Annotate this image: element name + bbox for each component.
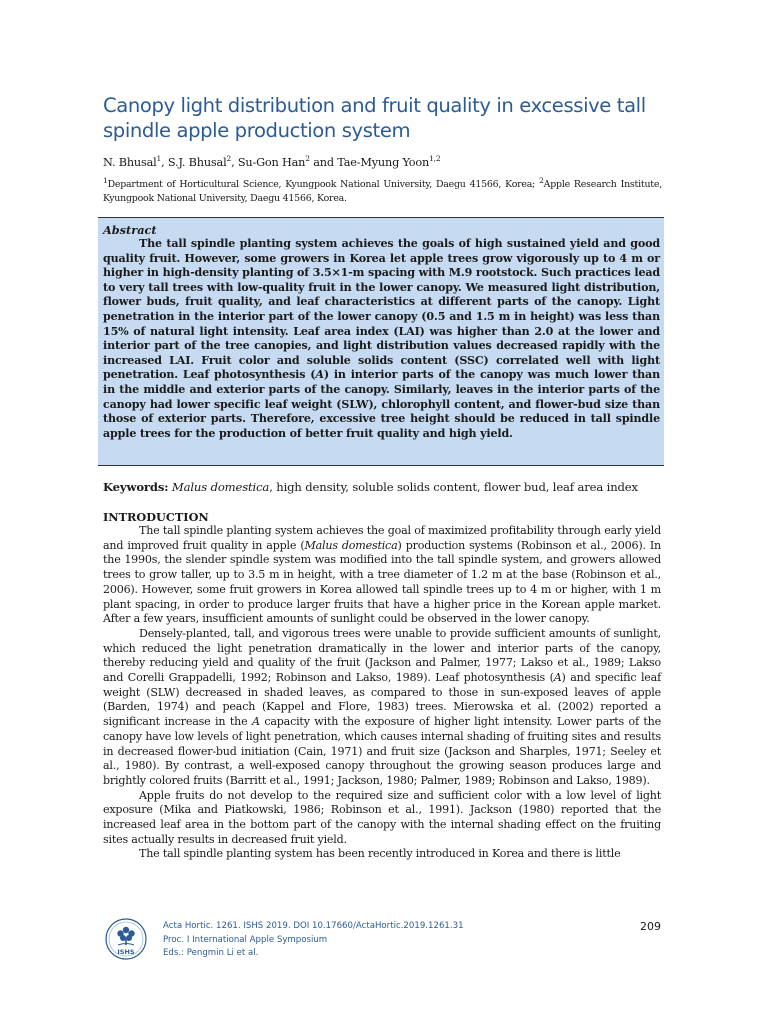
author-name: Su-Gon Han: [237, 156, 306, 169]
paragraph: [103, 524, 661, 627]
author-affiliation-mark: 1: [156, 154, 162, 164]
logo-text: ISHS: [117, 948, 135, 956]
italic-symbol: A: [553, 671, 562, 685]
affiliation-text: Department of Horticultural Science, Kyungpook National University, Daegu 41566, Korea;: [107, 179, 540, 190]
abstract-italic-symbol: A: [315, 368, 324, 382]
paragraph: Apple fruits do not develop to the required size and sufficient color with a low level of light exposure (Mika and Piatkowski, 1986; Robinson et al., 1991). Jackson (1980) reported that the increased leaf area in the bottom part of the canopy with the internal shading effect on the fruiting sites actually results in decreased fruit yield.: [103, 788, 661, 846]
keywords: [103, 480, 673, 495]
paragraph: [103, 627, 661, 789]
paragraph-text: ) production systems (Robinson et al., 2006). In the 1990s, the slender spindle system was modified into the tall spindle system, and growers allowed trees to grow taller, up to 3.5 m in height, with a tree diameter of 1.2 m at the base (Robinson et al., 2006). However, some fruit growers in Korea allowed tall spindle trees up to 4 m or higher, with 1 m plant spacing, in order to produce larger fruits that have a higher price in the Korean apple market. After a few years, insufficient amounts of sunlight could be observed in the lower canopy.: [103, 538, 662, 626]
keyword-species: Malus domestica: [171, 480, 270, 494]
paragraph: The tall spindle planting system has been recently introduced in Korea and there is little: [139, 847, 621, 861]
introduction-body: [103, 524, 661, 862]
page-number: 209: [640, 920, 661, 933]
keywords-list: , high density, soluble solids content, flower bud, leaf area index: [269, 480, 638, 494]
footer-proceedings-line: Proc. I International Apple Symposium: [163, 934, 328, 945]
paragraph-text: ) and specific leaf weight (SLW) decreased in shaded leaves, as compared to those in sun-exposed leaves of apple (Barden, 1974) and peach (Kappel and Flore, 1983) trees. Mierowska et al. (2002) reported a significant increase in the: [103, 671, 661, 729]
affiliation-mark: 1: [103, 175, 108, 185]
ishs-logo: [105, 918, 147, 960]
author-affiliation-mark: 1,2: [429, 154, 441, 164]
footer-citation: [163, 920, 464, 961]
abstract-heading: Abstract: [103, 223, 157, 237]
author-name: N. Bhusal: [103, 156, 157, 169]
author-conjunction: and: [313, 156, 338, 169]
abstract-text-part: ) in interior parts of the canopy was much lower than in the middle and exterior parts of the canopy. Similarly, leaves in the interior parts of the canopy had lower specific leaf weight (SLW), chlorophyll content, and flower-bud size than those of exterior parts. Therefore, excessive tree height should be reduced in tall spindle apple trees for the production of better fruit quality and high yield.: [103, 368, 661, 440]
abstract-text-part: The tall spindle planting system achieves the goals of high sustained yield and good quality fruit. However, some growers in Korea let apple trees grow vigorously up to 4 m or higher in high-density planting of 3.5×1-m spacing with M.9 rootstock. Such practices lead to very tall trees with low-quality fruit in the lower canopy. We measured light distribution, flower buds, fruit quality, and leaf characteristics at different parts of the canopy. Light penetration in the interior part of the lower canopy (0.5 and 1.5 m in height) was less than 15% of natural light intensity. Leaf area index (LAI) was higher than 2.0 at the lower and interior part of the tree canopies, and light distribution values decreased rapidly with the increased LAI. Fruit color and soluble solids content (SSC) correlated well with light penetration. Leaf photosynthesis (: [103, 237, 660, 382]
author-name: S.J. Bhusal: [167, 156, 227, 169]
footer-editors-line: Eds.: Pengmin Li et al.: [163, 948, 259, 958]
author-name: Tae-Myung Yoon: [337, 156, 430, 169]
paragraph-text: Densely-planted, tall, and vigorous trees were unable to provide sufficient amounts of sunlight, which reduced the light penetration dramatically in the lower and interior parts of the canopy, thereby reducing yield and quality of the fruit (Jackson and Palmer, 1977; Lakso et al., 1989; Lakso and Corelli Grappadelli, 1992; Robinson and Lakso, 1989). Leaf photosynthesis (: [103, 626, 661, 685]
author-affiliation-mark: 2: [305, 154, 310, 164]
affiliation-mark: 2: [539, 175, 544, 185]
abstract-box: [98, 217, 664, 466]
paper-title: Canopy light distribution and fruit quality in excessive tall spindle apple production system: [103, 94, 646, 142]
author-list: N. Bhusal$^1$, S.J. Bhusal$^2$, Su-Gon Han$^2$ and Tae-Myung Yoon$^{1,2}$: [103, 154, 441, 169]
ishs-logo-icon: [105, 918, 147, 960]
italic-species: Malus domestica: [304, 538, 398, 552]
affiliations: [103, 175, 662, 205]
paragraph-text: The tall spindle planting system achieves the goal of maximized profitability through early yield and improved fruit quality in apple (: [103, 524, 661, 552]
keywords-label: Keywords:: [103, 480, 169, 494]
section-heading-introduction: INTRODUCTION: [103, 510, 209, 524]
paragraph-text: capacity with the exposure of higher light intensity. Lower parts of the canopy have low levels of light penetration, which causes internal shading of fruiting sites and results in decreased flower-bud initiation (Cain, 1971) and fruit size (Jackson and Sharples, 1971; Seeley et al., 1980). By contrast, a well-exposed canopy throughout the growing season produces large and brightly colored fruits (Barritt et al., 1991; Jackson, 1980; Palmer, 1989; Robinson and Lakso, 1989).: [103, 715, 661, 787]
footer-citation-line: Acta Hortic. 1261. ISHS 2019. DOI 10.17660/ActaHortic.2019.1261.31: [163, 921, 464, 931]
affiliation-text: Apple Research Institute, Kyungpook National University, Daegu 41566, Korea.: [103, 179, 662, 204]
abstract-text: [103, 237, 660, 441]
author-affiliation-mark: 2: [226, 154, 232, 164]
italic-symbol: A: [251, 715, 260, 729]
